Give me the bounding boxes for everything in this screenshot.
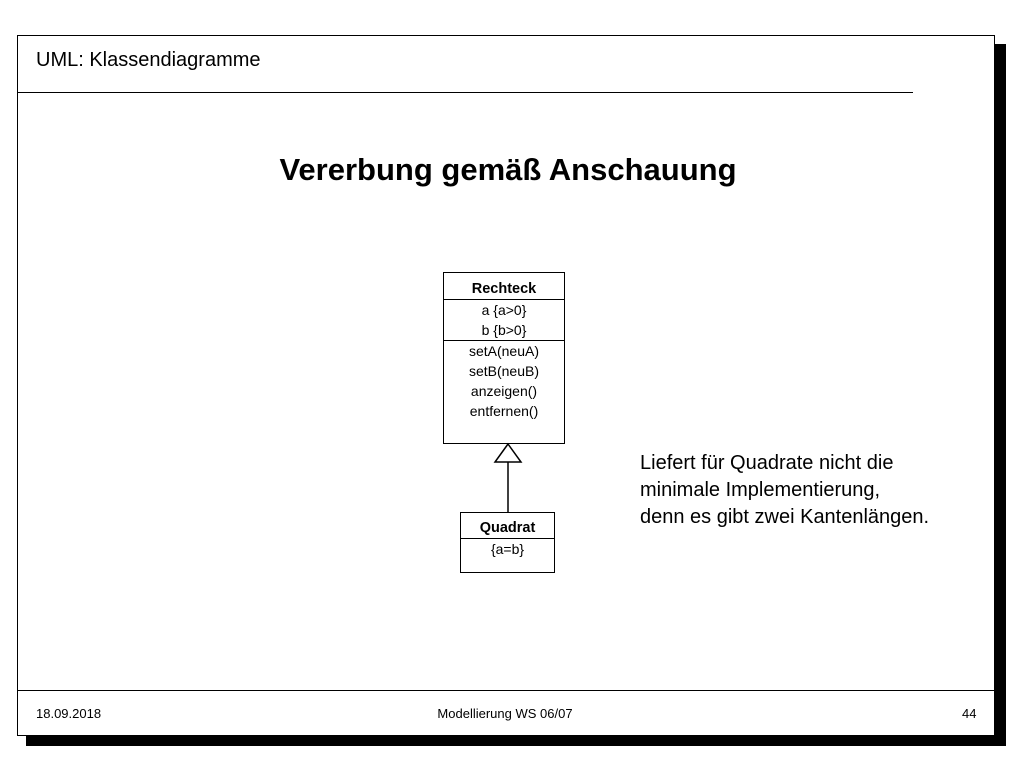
operation-anzeigen: anzeigen() bbox=[470, 383, 538, 399]
operations-section bbox=[444, 340, 564, 421]
attribute-b: b {b>0} bbox=[481, 322, 527, 338]
header-divider bbox=[18, 92, 913, 93]
operation-setB: setB(neuB) bbox=[468, 363, 540, 379]
footer-divider bbox=[18, 690, 994, 691]
operation-entfernen: entfernen() bbox=[469, 403, 539, 419]
attributes-section bbox=[444, 299, 564, 340]
constraint-a-equals-b: {a=b} bbox=[490, 541, 525, 557]
class-name-quadrat: Quadrat bbox=[479, 520, 536, 536]
class-name-rechteck: Rechteck bbox=[471, 281, 537, 297]
footer-page-number: 44 bbox=[962, 706, 977, 721]
header-title: UML: Klassendiagramme bbox=[36, 49, 261, 71]
attribute-a: a {a>0} bbox=[481, 302, 527, 318]
slide-title: Vererbung gemäß Anschauung bbox=[279, 152, 737, 187]
operation-setA: setA(neuA) bbox=[468, 343, 540, 359]
constraints-section bbox=[461, 538, 554, 559]
note-text: Liefert für Quadrate nicht die minimale Implementierung, denn es gibt zwei Kantenlängen. bbox=[640, 452, 930, 528]
footer-date: 18.09.2018 bbox=[36, 706, 102, 721]
uml-class-quadrat bbox=[460, 512, 555, 573]
footer-course: Modellierung WS 06/07 bbox=[437, 706, 573, 721]
uml-class-rechteck bbox=[443, 272, 565, 444]
